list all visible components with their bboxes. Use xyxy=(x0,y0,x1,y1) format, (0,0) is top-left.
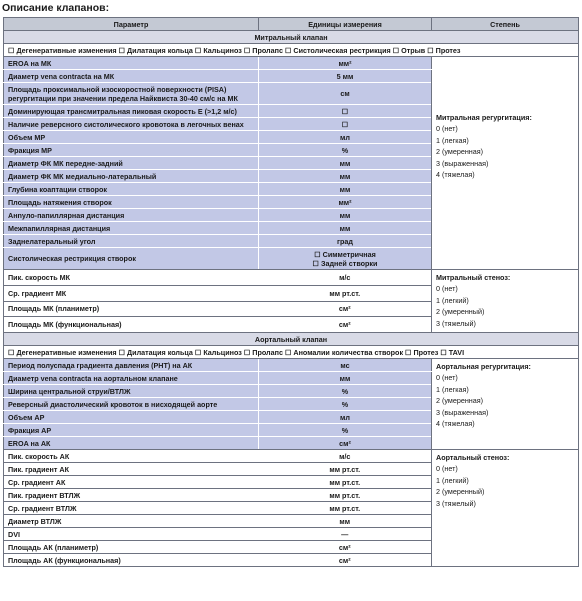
unit-label: мм xyxy=(339,516,351,526)
valve-table-body xyxy=(4,18,579,567)
unit-cell xyxy=(259,541,432,554)
unit-cell xyxy=(259,170,432,183)
param-label: Диаметр ВТЛЖ xyxy=(8,516,62,526)
param-label: Площадь АК (функциональная) xyxy=(8,555,121,565)
valve-table-container xyxy=(3,17,578,567)
unit-label: мл xyxy=(340,412,350,422)
param-cell xyxy=(4,131,259,144)
unit-cell xyxy=(259,209,432,222)
param-label: Площадь проксимальной изоскоростной поверхности (PISA) xyxy=(8,84,227,94)
severity-title: Митральная регургитация: xyxy=(436,113,532,122)
param-cell xyxy=(4,502,259,515)
unit-label: ☐ xyxy=(341,106,349,116)
unit-label: мм рт.ст. xyxy=(329,477,361,487)
unit-label: град xyxy=(337,236,353,246)
severity-option[interactable]: 0 (нет) xyxy=(436,373,458,382)
unit-label: — xyxy=(341,529,349,539)
param-label: Ср. градиент ВТЛЖ xyxy=(8,503,77,513)
param-cell xyxy=(4,285,259,301)
param-label: DVI xyxy=(8,529,20,539)
param-label: Систолическая рестрикция створок xyxy=(8,254,136,263)
unit-label: мм xyxy=(339,158,351,168)
unit-label: % xyxy=(341,425,349,435)
param-cell xyxy=(4,450,259,463)
param-cell xyxy=(4,70,259,83)
mitral-regurg-severity xyxy=(432,57,579,270)
page-title: Описание клапанов: xyxy=(2,2,110,14)
param-cell xyxy=(4,411,259,424)
param-cell xyxy=(4,209,259,222)
unit-label: % xyxy=(341,399,349,409)
unit-cell[interactable] xyxy=(259,105,432,118)
param-label: Фракция МР xyxy=(8,145,52,155)
unit-label: см² xyxy=(339,438,351,448)
unit-cell xyxy=(259,437,432,450)
valve-options-checkboxes[interactable]: ☐ Дегенеративные изменения ☐ Дилатация кольца ☐ Кальциноз ☐ Пролапс ☐ Систолическая рестрикция ☐ Отрыв ☐ Протез xyxy=(4,44,579,57)
severity-option[interactable]: 2 (умеренная) xyxy=(436,396,484,405)
unit-label: % xyxy=(341,145,349,155)
param-cell xyxy=(4,196,259,209)
header-param: Параметр xyxy=(4,18,259,31)
header-severity: Степень xyxy=(432,18,579,31)
section-row-mitral xyxy=(4,31,579,44)
severity-option[interactable]: 3 (выраженная) xyxy=(436,407,489,417)
param-label: EROA на МК xyxy=(8,58,52,68)
unit-cell xyxy=(259,476,432,489)
param-cell xyxy=(4,83,259,105)
unit-label: см² xyxy=(338,320,351,330)
param-cell xyxy=(4,57,259,70)
unit-label: мм xyxy=(339,223,351,233)
table-header-row xyxy=(4,18,579,31)
unit-cell xyxy=(259,70,432,83)
severity-option[interactable]: 1 (легкая) xyxy=(436,384,469,394)
unit-cell xyxy=(259,285,432,301)
table-row xyxy=(4,270,579,286)
param-cell xyxy=(4,170,259,183)
severity-option[interactable]: 4 (тяжелая) xyxy=(436,419,475,428)
severity-option[interactable]: 2 (умеренная) xyxy=(436,147,484,156)
section-title: Аортальный клапан xyxy=(4,333,579,346)
param-cell xyxy=(4,528,259,541)
severity-title: Аортальная регургитация: xyxy=(436,362,531,371)
param-cell xyxy=(4,359,259,372)
param-cell xyxy=(4,437,259,450)
unit-cell xyxy=(259,301,432,317)
param-label: Диаметр vena contracta на МК xyxy=(8,71,115,81)
severity-option[interactable]: 3 (тяжелый) xyxy=(436,318,476,328)
param-cell xyxy=(4,317,259,333)
unit-cell xyxy=(259,183,432,196)
severity-option[interactable]: 3 (тяжелый) xyxy=(436,498,476,508)
valve-table xyxy=(3,17,579,567)
severity-option[interactable]: 0 (нет) xyxy=(436,124,458,133)
unit-cell xyxy=(259,317,432,333)
severity-option[interactable]: 2 (умеренный) xyxy=(436,307,485,316)
unit-label: ☐ Симметричная xyxy=(314,249,376,259)
unit-cell xyxy=(259,528,432,541)
param-label: Анnуло-папиллярная дистанция xyxy=(8,210,125,220)
unit-label: мм² xyxy=(338,58,352,68)
unit-label: мм рт.ст. xyxy=(329,503,361,513)
param-label: Объем МР xyxy=(8,132,46,142)
unit-cell xyxy=(259,463,432,476)
param-label: Площадь МК (планиметр) xyxy=(8,304,100,314)
param-cell xyxy=(4,489,259,502)
param-cell xyxy=(4,424,259,437)
param-cell xyxy=(4,183,259,196)
valve-options-checkboxes[interactable]: ☐ Дегенеративные изменения ☐ Дилатация кольца ☐ Кальциноз ☐ Пролапс ☐ Аномалии количества створок ☐ Протез ☐ TAVI xyxy=(4,346,579,359)
param-label: Заднелатеральный угол xyxy=(8,236,96,246)
unit-cell xyxy=(259,424,432,437)
param-label: EROA на АК xyxy=(8,438,51,448)
param-cell xyxy=(4,235,259,248)
aortic-regurg-severity xyxy=(432,359,579,450)
param-label: Пик. градиент АК xyxy=(8,464,69,474)
param-cell xyxy=(4,248,259,270)
param-label: Пик. скорость АК xyxy=(8,451,70,461)
unit-label: мм рт.ст. xyxy=(329,464,361,474)
param-label: Реверсный диастолический кровоток в нисходящей аорте xyxy=(8,399,218,409)
severity-option[interactable]: 0 (нет) xyxy=(436,464,458,473)
param-label: Ср. градиент МК xyxy=(8,288,67,298)
param-label-line2: регургитации при значении предела Найквиста 30-40 см/с на МК xyxy=(8,93,238,103)
param-cell xyxy=(4,270,259,286)
unit-cell xyxy=(259,157,432,170)
unit-cell[interactable] xyxy=(259,118,432,131)
unit-label: мм xyxy=(339,171,351,181)
unit-label: см² xyxy=(338,542,351,552)
unit-cell xyxy=(259,144,432,157)
param-cell xyxy=(4,385,259,398)
severity-option[interactable]: 3 (выраженная) xyxy=(436,158,489,168)
aortic-stenosis-severity xyxy=(432,450,579,567)
severity-title: Аортальный стеноз: xyxy=(436,453,510,462)
unit-label: мс xyxy=(340,360,350,370)
param-cell xyxy=(4,463,259,476)
unit-cell xyxy=(259,222,432,235)
param-cell xyxy=(4,554,259,567)
table-row xyxy=(4,57,579,70)
severity-option[interactable]: 0 (нет) xyxy=(436,284,458,293)
unit-cell xyxy=(259,359,432,372)
unit-cell[interactable] xyxy=(259,248,432,270)
unit-label: см xyxy=(340,89,350,98)
param-label: Диаметр ФК МК передне-задний xyxy=(8,158,123,168)
unit-label: мм xyxy=(339,373,351,383)
param-label: Межпапиллярная дистанция xyxy=(8,223,111,233)
param-cell xyxy=(4,118,259,131)
unit-label: мм рт.ст. xyxy=(329,490,361,500)
unit-label: м/с xyxy=(339,272,351,282)
unit-cell xyxy=(259,131,432,144)
param-label: Диаметр vena contracta на аортальном клапане xyxy=(8,373,178,383)
unit-cell xyxy=(259,385,432,398)
param-cell xyxy=(4,541,259,554)
unit-cell xyxy=(259,372,432,385)
param-label: Глубина коаптации створок xyxy=(8,184,107,194)
unit-cell xyxy=(259,196,432,209)
severity-option[interactable]: 1 (легкая) xyxy=(436,135,469,145)
param-label: Площадь натяжения створок xyxy=(8,197,112,207)
param-label: Фракция АР xyxy=(8,425,52,435)
options-row-aortic xyxy=(4,346,579,359)
param-cell xyxy=(4,372,259,385)
param-label: Площадь МК (функциональная) xyxy=(8,320,122,330)
unit-label: 5 мм xyxy=(336,71,354,81)
param-cell xyxy=(4,105,259,118)
unit-cell xyxy=(259,83,432,105)
param-label: Объем АР xyxy=(8,412,45,422)
unit-cell xyxy=(259,235,432,248)
unit-label: см² xyxy=(338,555,351,565)
param-cell xyxy=(4,476,259,489)
param-cell xyxy=(4,398,259,411)
unit-label: см² xyxy=(338,304,351,314)
mitral-stenosis-severity xyxy=(432,270,579,333)
unit-label-line2: ☐ Задней створки xyxy=(312,258,378,268)
unit-label: мм xyxy=(339,210,351,220)
unit-cell xyxy=(259,450,432,463)
options-row-mitral xyxy=(4,44,579,57)
param-label: Доминирующая трансмитральная пиковая скорость Е (>1,2 м/с) xyxy=(8,106,237,116)
unit-label: мм рт.ст. xyxy=(329,288,361,298)
unit-cell xyxy=(259,489,432,502)
severity-option[interactable]: 1 (легкий) xyxy=(436,475,469,485)
unit-cell xyxy=(259,411,432,424)
unit-label: ☐ xyxy=(341,119,349,129)
param-label: Площадь АК (планиметр) xyxy=(8,542,99,552)
param-cell xyxy=(4,222,259,235)
severity-option[interactable]: 1 (легкий) xyxy=(436,295,469,305)
severity-option[interactable]: 4 (тяжелая) xyxy=(436,170,475,179)
unit-cell xyxy=(259,270,432,286)
param-label: Ср. градиент АК xyxy=(8,477,66,487)
unit-cell xyxy=(259,554,432,567)
table-row xyxy=(4,450,579,463)
param-label: Период полуспада градиента давления (PHT) на АК xyxy=(8,360,193,370)
param-cell xyxy=(4,515,259,528)
param-label: Наличие реверсного систолического кровотока в легочных венах xyxy=(8,119,244,129)
unit-cell xyxy=(259,502,432,515)
param-label: Диаметр ФК МК медиально-латеральный xyxy=(8,171,157,181)
unit-cell xyxy=(259,515,432,528)
section-title: Митральный клапан xyxy=(4,31,579,44)
severity-title: Митральный стеноз: xyxy=(436,273,511,282)
unit-cell xyxy=(259,398,432,411)
param-label: Ширина центральной струи/ВТЛЖ xyxy=(8,386,131,396)
section-row-aortic xyxy=(4,333,579,346)
unit-label: мл xyxy=(340,132,350,142)
param-label: Пик. скорость МК xyxy=(8,272,71,282)
param-cell xyxy=(4,144,259,157)
unit-cell xyxy=(259,57,432,70)
unit-label: мм² xyxy=(338,197,352,207)
unit-label: % xyxy=(341,386,349,396)
unit-label: м/с xyxy=(339,451,351,461)
param-label: Пик. градиент ВТЛЖ xyxy=(8,490,81,500)
severity-option[interactable]: 2 (умеренный) xyxy=(436,487,485,496)
param-cell xyxy=(4,301,259,317)
table-row xyxy=(4,359,579,372)
param-cell xyxy=(4,157,259,170)
unit-label: мм xyxy=(339,184,351,194)
header-unit: Единицы измерения xyxy=(259,18,432,31)
